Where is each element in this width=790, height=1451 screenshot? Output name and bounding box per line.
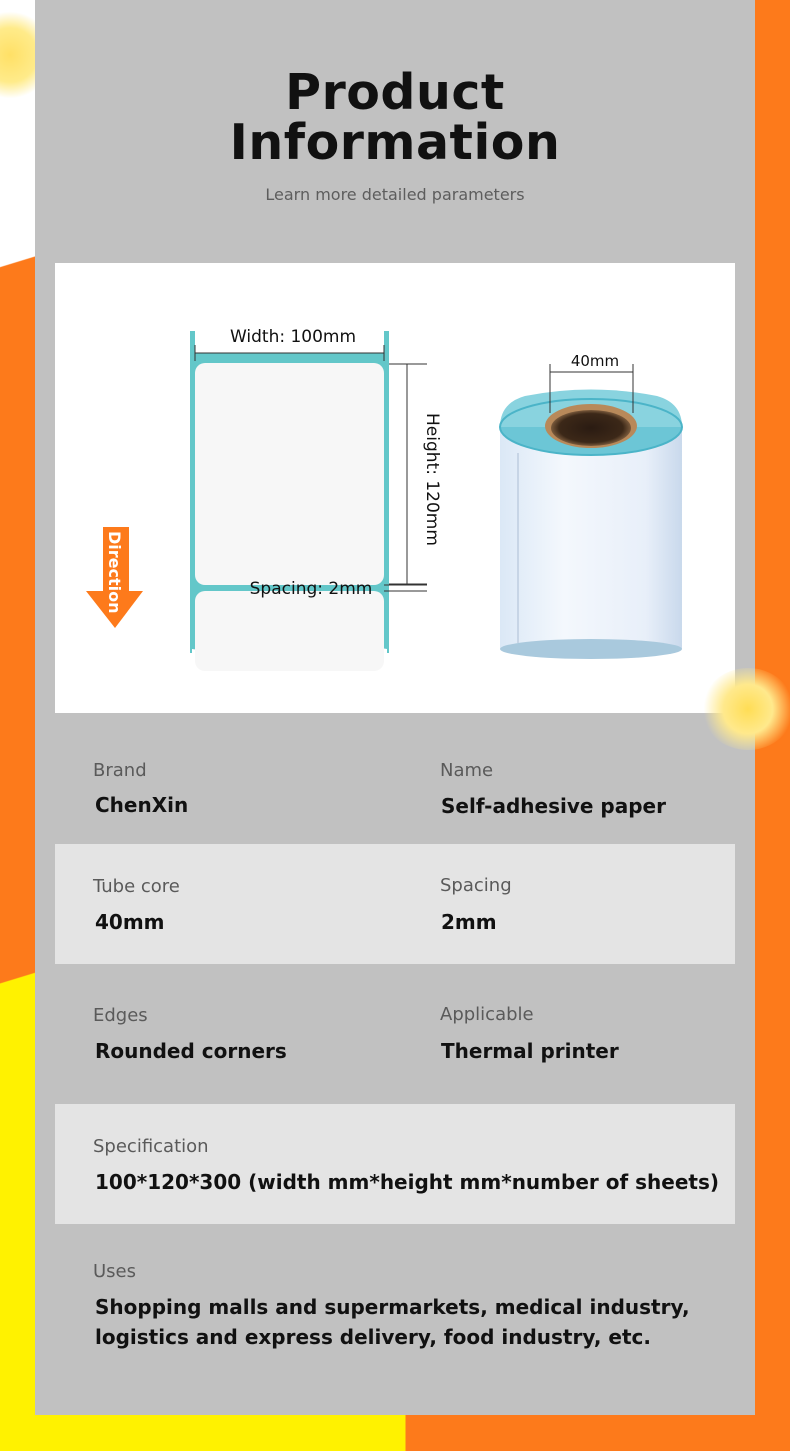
label-roll-image: [500, 390, 682, 660]
product-diagram-card: [55, 263, 735, 713]
spec-row-brand-name: [55, 733, 735, 844]
tube-core-value: 40mm: [95, 910, 165, 934]
label-roll-diagram: [55, 263, 735, 713]
tube-core-label: Tube core: [93, 876, 180, 897]
spacing-field-label: Spacing: [440, 875, 512, 896]
label-strip: [190, 327, 389, 671]
page-subtitle: Learn more detailed parameters: [265, 185, 525, 204]
spec-row-edges-applicable: [55, 964, 735, 1104]
spacing-value: 2mm: [441, 910, 497, 934]
spacing-label: Spacing: 2mm: [249, 579, 373, 599]
uses-label: Uses: [93, 1261, 137, 1282]
width-label: Width: 100mm: [229, 327, 357, 347]
edges-label: Edges: [93, 1005, 148, 1026]
edges-value: Rounded corners: [95, 1039, 287, 1063]
page-title-line-1: Product: [285, 64, 505, 121]
brand-value: ChenXin: [95, 793, 189, 817]
name-label: Name: [440, 760, 494, 781]
spec-row-specification: [55, 1104, 735, 1224]
background-bottom-stripe: [0, 1411, 790, 1451]
page-title-line-2: Information: [229, 114, 561, 171]
uses-value-line-2: logistics and express delivery, food industry, etc.: [95, 1325, 651, 1349]
height-label: Height: 120mm: [422, 413, 442, 546]
spec-row-tube-core-spacing: [55, 844, 735, 964]
applicable-label: Applicable: [440, 1004, 534, 1025]
applicable-value: Thermal printer: [441, 1039, 619, 1063]
core-label: 40mm: [570, 352, 620, 370]
brand-label: Brand: [93, 760, 147, 781]
uses-value-line-1: Shopping malls and supermarkets, medical industry,: [95, 1295, 690, 1319]
direction-label: Direction: [105, 531, 124, 614]
specification-value: 100*120*300 (width mm*height mm*number of sheets): [95, 1170, 719, 1194]
name-value: Self-adhesive paper: [441, 794, 666, 818]
specification-label: Specification: [93, 1136, 209, 1157]
spec-row-uses: [55, 1224, 735, 1384]
